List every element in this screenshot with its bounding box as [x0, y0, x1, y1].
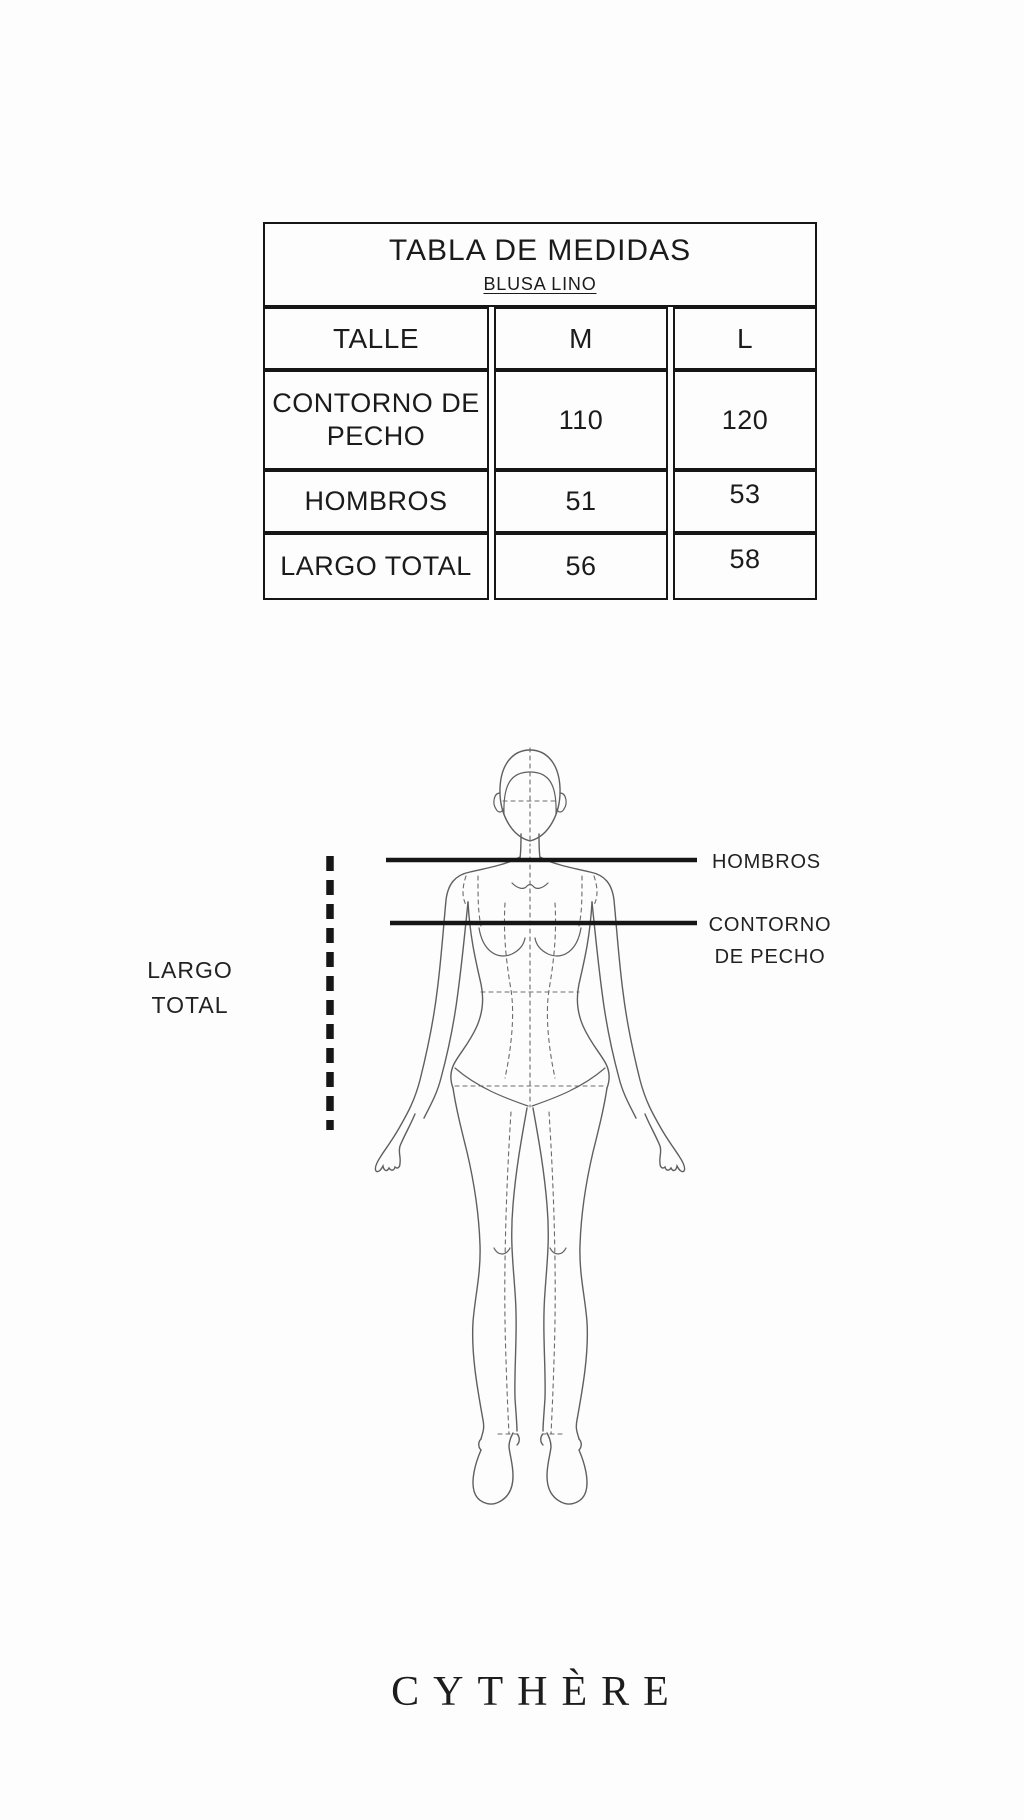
row-label-contorno-de-pecho: CONTORNO DE PECHO: [263, 370, 489, 470]
column-header-size-l: L: [673, 307, 817, 370]
contorno-label-line2: DE PECHO: [714, 946, 826, 968]
croquis-figure-half: [375, 793, 528, 1504]
contorno-label-line1: CONTORNO: [708, 914, 832, 936]
croquis-figure: [455, 748, 605, 1107]
cell-contorno-l: 120: [673, 370, 817, 470]
column-header-talle: TALLE: [263, 307, 489, 370]
brand-logo-text: CYTHÈRE: [391, 1669, 683, 1715]
hombros-label: HOMBROS: [712, 851, 821, 873]
column-header-size-m: M: [494, 307, 668, 370]
largo-label-line1: LARGO: [147, 957, 233, 983]
row-label-hombros: HOMBROS: [263, 470, 489, 533]
table-title: TABLA DE MEDIDAS: [388, 234, 692, 267]
table-subtitle-product: BLUSA LINO: [483, 274, 597, 294]
largo-label-line2: TOTAL: [151, 992, 229, 1018]
row-label-largo-total: LARGO TOTAL: [263, 533, 489, 600]
cell-contorno-m: 110: [494, 370, 668, 470]
cell-hombros-m: 51: [494, 470, 668, 533]
cell-largo-m: 56: [494, 533, 668, 600]
cell-hombros-l: 53: [673, 470, 817, 533]
cell-largo-l: 58: [673, 533, 817, 600]
